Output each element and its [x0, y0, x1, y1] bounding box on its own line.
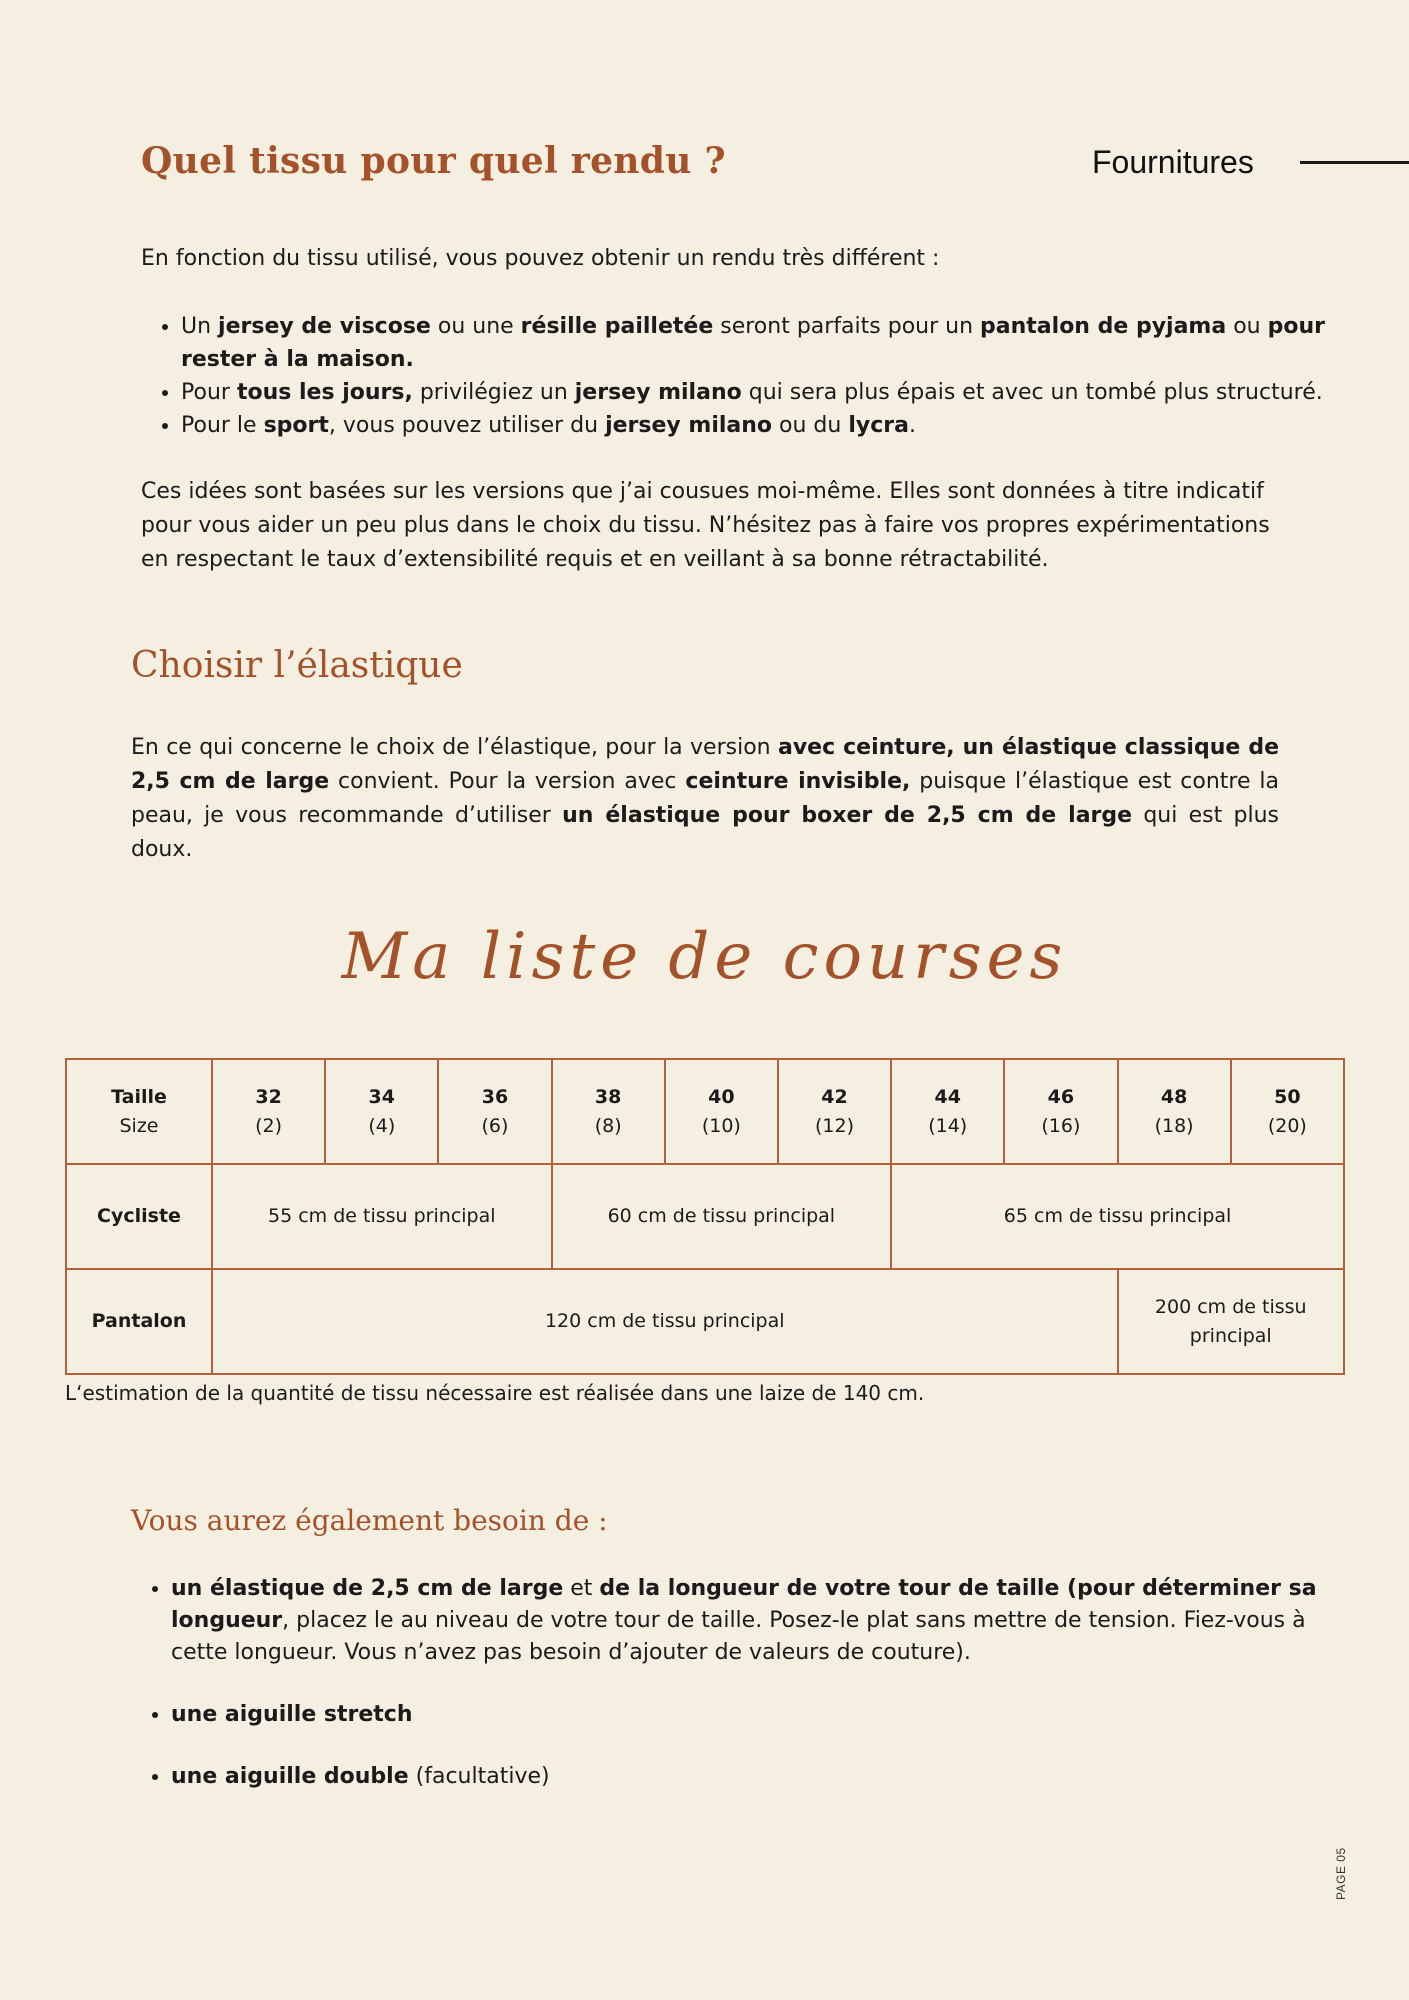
size-cell: 40 (10)	[665, 1059, 778, 1164]
list-item: • une aiguille stretch	[171, 1699, 1331, 1731]
size-header-cell: Taille Size	[66, 1059, 212, 1164]
ideas-paragraph: Ces idées sont basées sur les versions que j’ai cousues moi-même. Elles sont données à titre indicatif pour vous aider un peu plus dans le choix du tissu. N’hésitez pas à faire vos propres expérimentations en respectant le taux d’extensibilité requis et en veillant à sa bonne rétractabilité.	[141, 479, 1270, 572]
supplies-list	[131, 1573, 1331, 1823]
elastic-paragraph: En ce qui concerne le choix de l’élastique, pour la version avec ceinture, un élastique classique de 2,5 cm de large convient. Pour la version avec ceinture invisible, puisque l’élastique est contre la peau, je vous recommande d’utiliser un élastique pour boxer de 2,5 cm de large qui est plus doux.	[131, 735, 1279, 862]
elastic-title: Choisir l’élastique	[131, 645, 463, 686]
also-needed-title: Vous aurez également besoin de :	[131, 1504, 608, 1537]
section-rule	[1300, 161, 1409, 164]
size-cell: 48 (18)	[1118, 1059, 1231, 1164]
table-cell: 55 cm de tissu principal	[212, 1164, 552, 1269]
list-item: • un élastique de 2,5 cm de large et de la longueur de votre tour de taille (pour déterminer sa longueur, placez le au niveau de votre tour de taille. Posez-le plat sans mettre de tension. Fiez-vous à cette longueur. Vous n’avez pas besoin d’ajouter de valeurs de couture).	[171, 1573, 1331, 1669]
list-item: • Pour le sport, vous pouvez utiliser du jersey milano ou du lycra.	[181, 409, 1331, 442]
size-cell: 46 (16)	[1004, 1059, 1117, 1164]
size-cell: 50 (20)	[1231, 1059, 1344, 1164]
size-cell: 44 (14)	[891, 1059, 1004, 1164]
intro-paragraph: En fonction du tissu utilisé, vous pouvez obtenir un rendu très différent :	[141, 246, 940, 271]
page-number: PAGE 05	[1334, 1847, 1348, 1900]
shopping-list-title: Ma liste de courses	[341, 920, 1068, 994]
table-row	[66, 1269, 1344, 1374]
row-label-cycliste: Cycliste	[66, 1164, 212, 1269]
size-cell: 36 (6)	[438, 1059, 551, 1164]
size-cell: 34 (4)	[325, 1059, 438, 1164]
list-item: • Un jersey de viscose ou une résille pailletée seront parfaits pour un pantalon de pyjama ou pour rester à la maison.	[181, 310, 1331, 376]
table-row	[66, 1164, 1344, 1269]
list-item: • une aiguille double (facultative)	[171, 1761, 1331, 1793]
table-cell: 65 cm de tissu principal	[891, 1164, 1344, 1269]
size-cell: 42 (12)	[778, 1059, 891, 1164]
section-label: Fournitures	[1092, 144, 1254, 180]
list-item: • Pour tous les jours, privilégiez un jersey milano qui sera plus épais et avec un tombé plus structuré.	[181, 376, 1331, 409]
table-note: L‘estimation de la quantité de tissu nécessaire est réalisée dans une laize de 140 cm.	[65, 1381, 925, 1405]
page-title: Quel tissu pour quel rendu ?	[141, 140, 726, 182]
table-row	[66, 1059, 1344, 1164]
table-cell: 60 cm de tissu principal	[552, 1164, 892, 1269]
table-cell: 200 cm de tissu principal	[1118, 1269, 1345, 1374]
row-label-pantalon: Pantalon	[66, 1269, 212, 1374]
fabric-quantity-table	[65, 1058, 1345, 1375]
fabric-list	[141, 310, 1331, 442]
size-cell: 32 (2)	[212, 1059, 325, 1164]
table-cell: 120 cm de tissu principal	[212, 1269, 1118, 1374]
size-cell: 38 (8)	[552, 1059, 665, 1164]
